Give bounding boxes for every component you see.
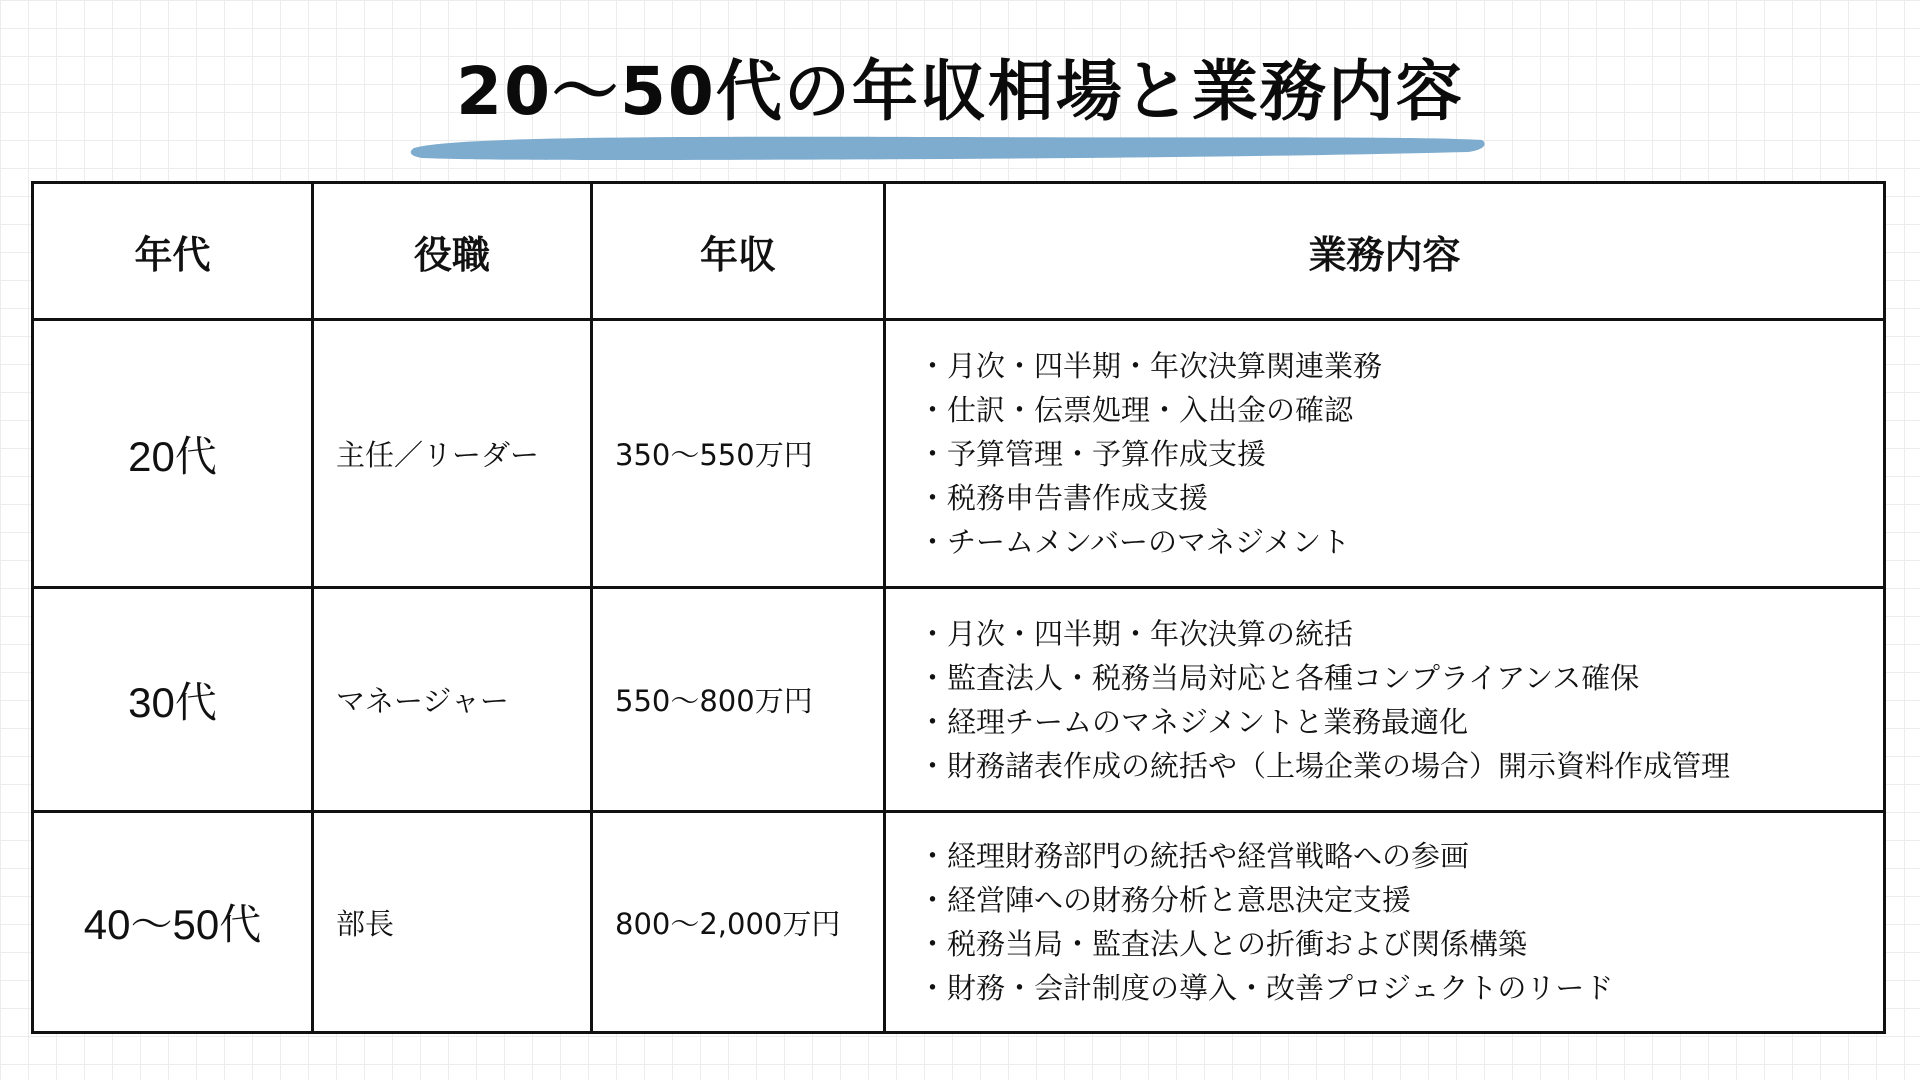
header-cell-salary [590,184,883,318]
age-cell [34,321,311,586]
age-cell [34,813,311,1031]
duties-list [918,612,1730,788]
duty-item: ・ 税務当局・監査法人との折衝および関係構築 [918,922,1613,966]
role-value: マネージャー [336,684,509,718]
salary-table [31,181,1886,1034]
header-duties-label: 業務内容 [1308,232,1461,277]
header-age-label: 年代 [134,232,211,277]
role-cell [311,813,590,1031]
duty-item: ・ 経理財務部門の統括や経営戦略への参画 [918,834,1613,878]
duty-item: ・ 月次・四半期・年次決算の統括 [918,612,1730,656]
duties-list [918,344,1382,564]
page-title: 20〜50代の年収相場と業務内容 [456,53,1464,130]
header-cell-age [34,184,311,318]
age-value: 40〜50代 [83,901,262,948]
table-header-row [34,184,1883,318]
duty-item: ・ 仕訳・伝票処理・入出金の確認 [918,388,1382,432]
duties-list [918,834,1613,1010]
duty-item: ・ 税務申告書作成支援 [918,476,1382,520]
salary-cell [590,813,883,1031]
title-area [0,40,1920,170]
duty-item: ・ 予算管理・予算作成支援 [918,432,1382,476]
duty-item: ・ 経営陣への財務分析と意思決定支援 [918,878,1613,922]
table-row [34,318,1883,586]
duties-cell [883,813,1883,1031]
header-cell-duties [883,184,1883,318]
table-row [34,810,1883,1031]
role-value: 部長 [336,906,395,941]
duty-item: ・ 経理チームのマネジメントと業務最適化 [918,700,1730,744]
header-cell-role [311,184,590,318]
salary-cell [590,589,883,810]
duty-item: ・ チームメンバーのマネジメント [918,520,1382,564]
duties-cell [883,589,1883,810]
duty-item: ・ 監査法人・税務当局対応と各種コンプライアンス確保 [918,656,1730,700]
role-cell [311,589,590,810]
role-cell [311,321,590,586]
age-cell [34,589,311,810]
duties-cell [883,321,1883,586]
duty-item: ・ 財務・会計制度の導入・改善プロジェクトのリード [918,966,1613,1010]
salary-value: 800〜2,000万円 [615,906,841,941]
salary-cell [590,321,883,586]
header-salary-label: 年収 [699,232,776,277]
age-value: 20代 [128,432,217,480]
role-value: 主任／リーダー [336,438,540,472]
salary-value: 550〜800万円 [615,684,813,718]
salary-value: 350〜550万円 [615,438,813,472]
duty-item: ・ 月次・四半期・年次決算関連業務 [918,344,1382,388]
header-role-label: 役職 [413,232,490,277]
table-row [34,586,1883,810]
age-value: 30代 [128,678,217,726]
duty-item: ・ 財務諸表作成の統括や（上場企業の場合）開示資料作成管理 [918,744,1730,788]
title-underline-brush [408,128,1488,164]
